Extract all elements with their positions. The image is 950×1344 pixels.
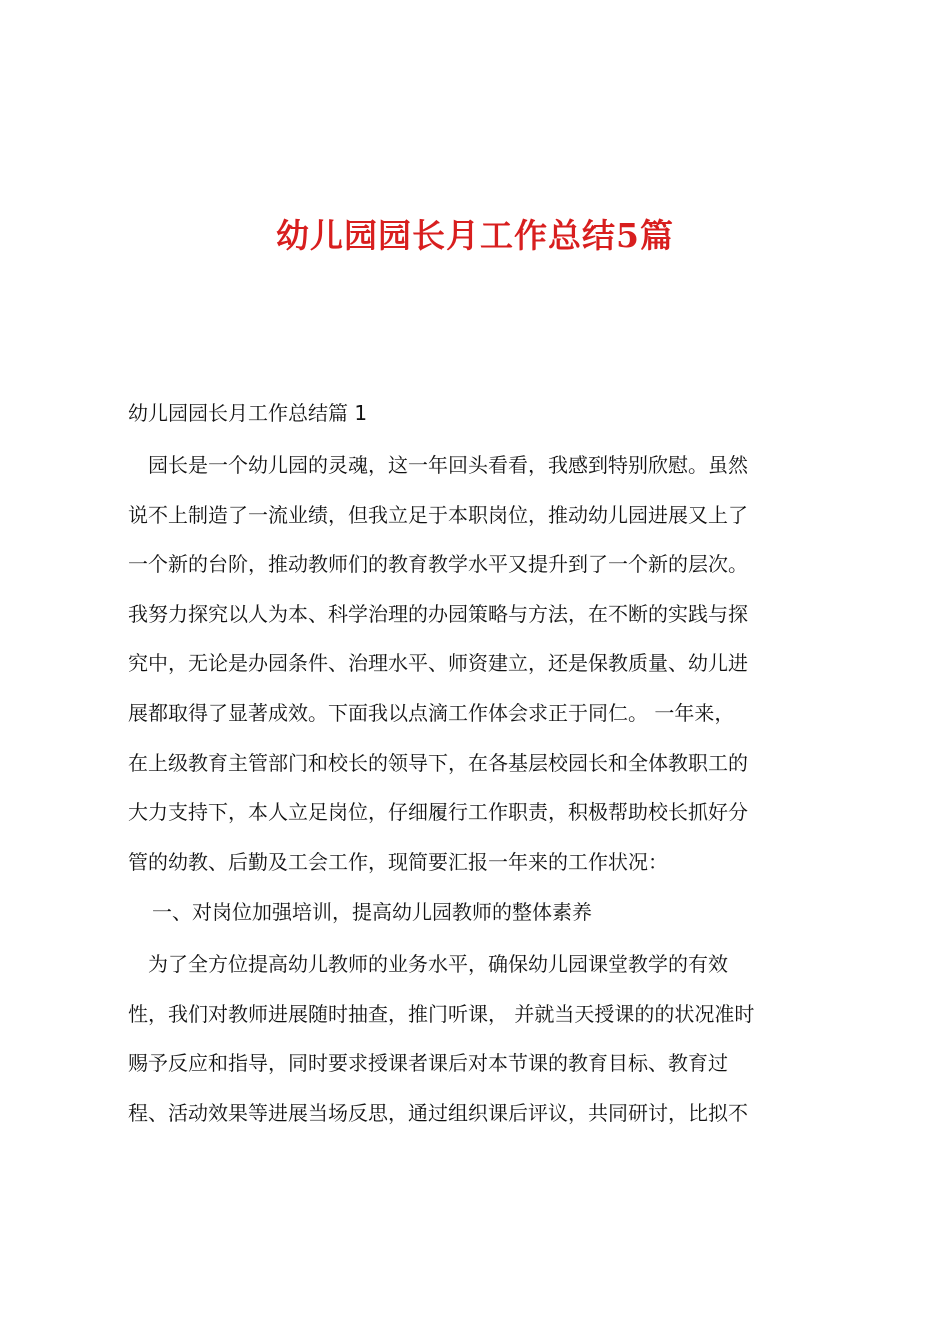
paragraph-line: 赐予反应和指导，同时要求授课者课后对本节课的教育目标、教育过 — [128, 1051, 728, 1076]
paragraph-line: 大力支持下，本人立足岗位，仔细履行工作职责，积极帮助校长抓好分 — [128, 800, 748, 825]
paragraph-line: 园长是一个幼儿园的灵魂，这一年回头看看，我感到特别欣慰。虽然 — [128, 453, 748, 477]
paragraph-1 — [128, 441, 828, 887]
paragraph-2 — [128, 940, 828, 1138]
paragraph-line: 管的幼教、后勤及工会工作，现简要汇报一年来的工作状况： — [128, 849, 668, 874]
item-heading: 一、对岗位加强培训，提高幼儿园教师的整体素养 — [152, 900, 592, 924]
document-title: 幼儿园园长月工作总结5篇 — [276, 216, 674, 255]
paragraph-line: 程、活动效果等进展当场反思，通过组织课后评议，共同研讨，比拟不 — [128, 1100, 748, 1125]
paragraph-line: 展都取得了显著成效。下面我以点滴工作体会求正于同仁。 一年来， — [128, 700, 735, 725]
paragraph-line: 在上级教育主管部门和校长的领导下，在各基层校园长和全体教职工的 — [128, 750, 748, 775]
paragraph-line: 为了全方位提高幼儿教师的业务水平，确保幼儿园课堂教学的有效 — [128, 952, 728, 976]
paragraph-line: 我努力探究以人为本、科学治理的办园策略与方法，在不断的实践与探 — [128, 601, 748, 626]
paragraph-line: 究中，无论是办园条件、治理水平、师资建立，还是保教质量、幼儿进 — [128, 651, 748, 676]
section-heading: 幼儿园园长月工作总结篇 1 — [128, 401, 368, 425]
paragraph-line: 一个新的台阶，推动教师们的教育教学水平又提升到了一个新的层次。 — [128, 552, 748, 577]
paragraph-line: 说不上制造了一流业绩，但我立足于本职岗位，推动幼儿园进展又上了 — [128, 502, 748, 527]
paragraph-line: 性，我们对教师进展随时抽查，推门听课， 并就当天授课的的状况准时 — [128, 1001, 755, 1026]
